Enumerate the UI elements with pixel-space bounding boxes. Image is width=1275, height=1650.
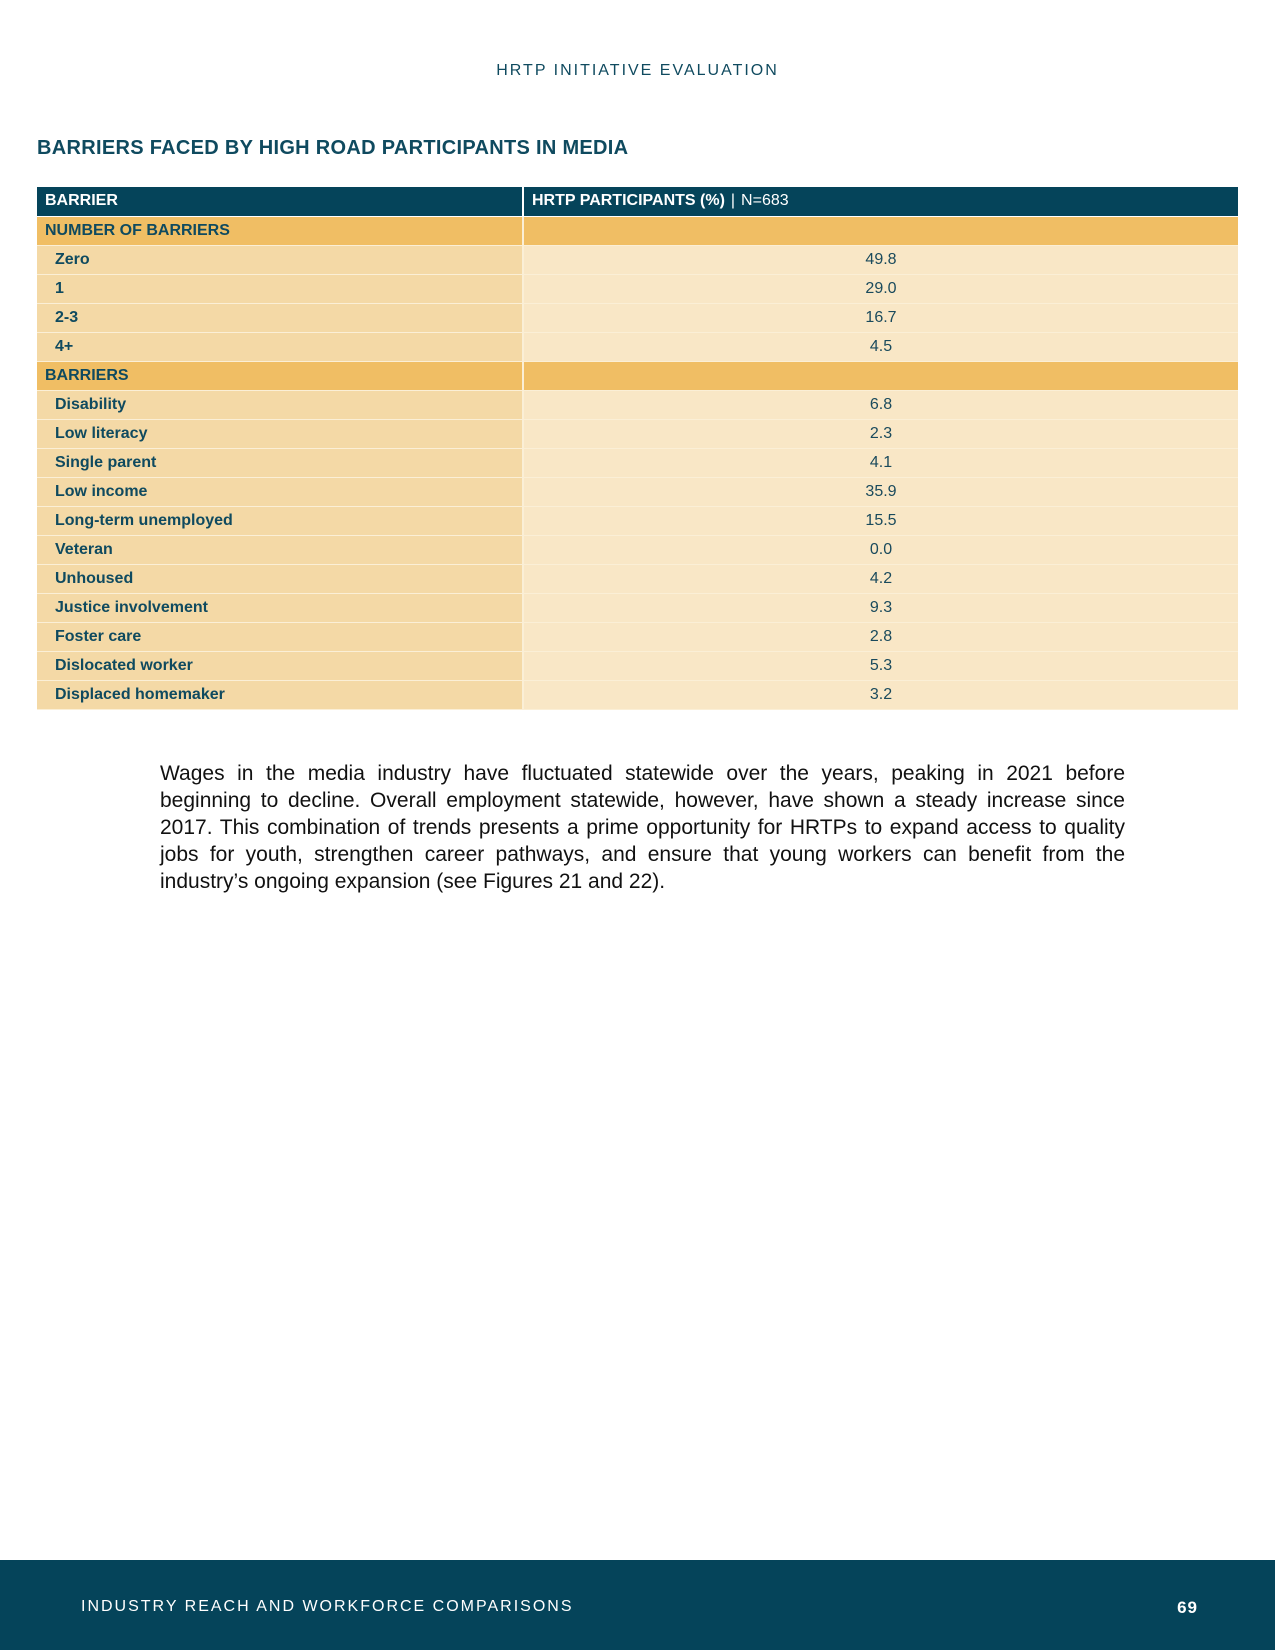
running-header: HRTP INITIATIVE EVALUATION xyxy=(496,62,779,79)
table-row xyxy=(37,564,1238,593)
row-value: 35.9 xyxy=(523,477,1238,506)
table-row xyxy=(37,477,1238,506)
row-value: 3.2 xyxy=(523,680,1238,709)
table-row xyxy=(37,651,1238,680)
page-number: 69 xyxy=(1177,1598,1198,1617)
page-footer xyxy=(0,1560,1275,1650)
table-row xyxy=(37,419,1238,448)
table-row xyxy=(37,448,1238,477)
table-row xyxy=(37,303,1238,332)
row-label: Low income xyxy=(37,477,523,506)
footer-section-title: INDUSTRY REACH AND WORKFORCE COMPARISONS xyxy=(81,1598,574,1615)
sample-size: N=683 xyxy=(741,192,789,210)
row-label: Displaced homemaker xyxy=(37,680,523,709)
row-label: Veteran xyxy=(37,535,523,564)
table-header-row xyxy=(37,187,1238,216)
row-value: 9.3 xyxy=(523,593,1238,622)
section-spacer xyxy=(523,216,1238,245)
section-spacer xyxy=(523,361,1238,390)
section-row-barriers xyxy=(37,361,1238,390)
section-label: NUMBER OF BARRIERS xyxy=(37,216,523,245)
column-header-participants-label: HRTP PARTICIPANTS (%) xyxy=(532,192,725,210)
row-value: 2.3 xyxy=(523,419,1238,448)
row-label: Single parent xyxy=(37,448,523,477)
row-value: 29.0 xyxy=(523,274,1238,303)
table-row xyxy=(37,390,1238,419)
row-label: Foster care xyxy=(37,622,523,651)
table-row xyxy=(37,535,1238,564)
row-label: 4+ xyxy=(37,332,523,361)
row-value: 15.5 xyxy=(523,506,1238,535)
row-value: 2.8 xyxy=(523,622,1238,651)
row-value: 0.0 xyxy=(523,535,1238,564)
row-value: 4.2 xyxy=(523,564,1238,593)
table-row xyxy=(37,680,1238,709)
row-value: 49.8 xyxy=(523,245,1238,274)
column-header-participants xyxy=(523,187,1238,216)
table-row xyxy=(37,622,1238,651)
row-label: Low literacy xyxy=(37,419,523,448)
section-row-number-of-barriers xyxy=(37,216,1238,245)
section-label: BARRIERS xyxy=(37,361,523,390)
table-row xyxy=(37,245,1238,274)
barriers-table xyxy=(37,187,1238,710)
row-label: Unhoused xyxy=(37,564,523,593)
row-label: Long-term unemployed xyxy=(37,506,523,535)
row-value: 4.1 xyxy=(523,448,1238,477)
row-label: 1 xyxy=(37,274,523,303)
row-value: 5.3 xyxy=(523,651,1238,680)
body-paragraph: Wages in the media industry have fluctuated statewide over the years, peaking in 2021 before beginning to decline. Overall employment statewide, however, have shown a steady increase since 2017. This combination of trends presents a prime opportunity for HRTPs to expand access to quality jobs for youth, strengthen career pathways, and ensure that young workers can benefit from the industry’s ongoing expansion (see Figures 21 and 22). xyxy=(160,762,1125,893)
table-title: BARRIERS FACED BY HIGH ROAD PARTICIPANTS IN MEDIA xyxy=(37,137,629,159)
row-label: Disability xyxy=(37,390,523,419)
row-label: 2-3 xyxy=(37,303,523,332)
row-value: 4.5 xyxy=(523,332,1238,361)
table-row xyxy=(37,332,1238,361)
row-label: Zero xyxy=(37,245,523,274)
column-header-barrier: BARRIER xyxy=(37,187,523,216)
table-row xyxy=(37,506,1238,535)
table-row xyxy=(37,593,1238,622)
row-label: Justice involvement xyxy=(37,593,523,622)
row-label: Dislocated worker xyxy=(37,651,523,680)
row-value: 16.7 xyxy=(523,303,1238,332)
row-value: 6.8 xyxy=(523,390,1238,419)
table-row xyxy=(37,274,1238,303)
column-header-separator: | xyxy=(730,192,736,210)
